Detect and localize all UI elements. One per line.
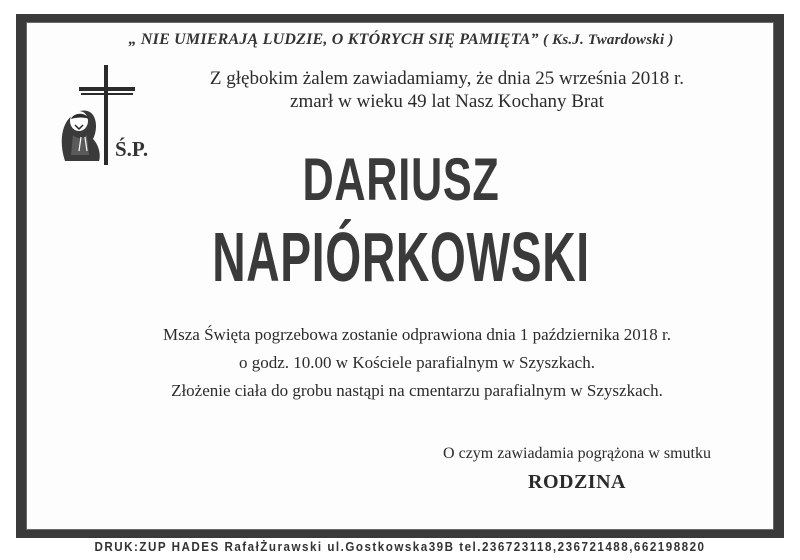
service-line-1: Msza Święta pogrzebowa zostanie odprawiona dnia 1 października 2018 r. — [163, 325, 671, 344]
printer-footer: DRUK:ZUP HADES RafałŻurawski ul.Gostkowska39B tel.236723118,236721488,662198820 — [94, 540, 706, 554]
sp-label: Ś.P. — [115, 137, 149, 161]
family-signature: RODZINA — [528, 471, 626, 493]
funeral-service-details — [87, 321, 747, 405]
motto-quote: „ NIE UMIERAJĄ LUDZIE, O KTÓRYCH SIĘ PAMIĘTA” — [128, 31, 539, 48]
service-line-2: o godz. 10.00 w Kościele parafialnym w Szyszkach. — [239, 353, 595, 372]
announcement-line-2: zmarł w wieku 49 lat Nasz Kochany Brat — [290, 91, 604, 112]
announcement-line-1: Z głębokim żalem zawiadamiamy, że dnia 25 września 2018 r. — [209, 68, 685, 89]
closing-line: O czym zawiadamia pogrążona w smutku — [443, 445, 711, 462]
deceased-first-name: DARIUSZ — [302, 146, 500, 213]
motto-author: ( Ks.J. Twardowski ) — [542, 32, 674, 48]
service-line-3: Złożenie ciała do grobu nastąpi na cmentarzu parafialnym w Szyszkach. — [171, 381, 663, 400]
obituary-card — [26, 22, 774, 530]
motto — [27, 31, 775, 49]
deceased-last-name: NAPIÓRKOWSKI — [212, 218, 590, 296]
announcement-text — [167, 67, 727, 113]
